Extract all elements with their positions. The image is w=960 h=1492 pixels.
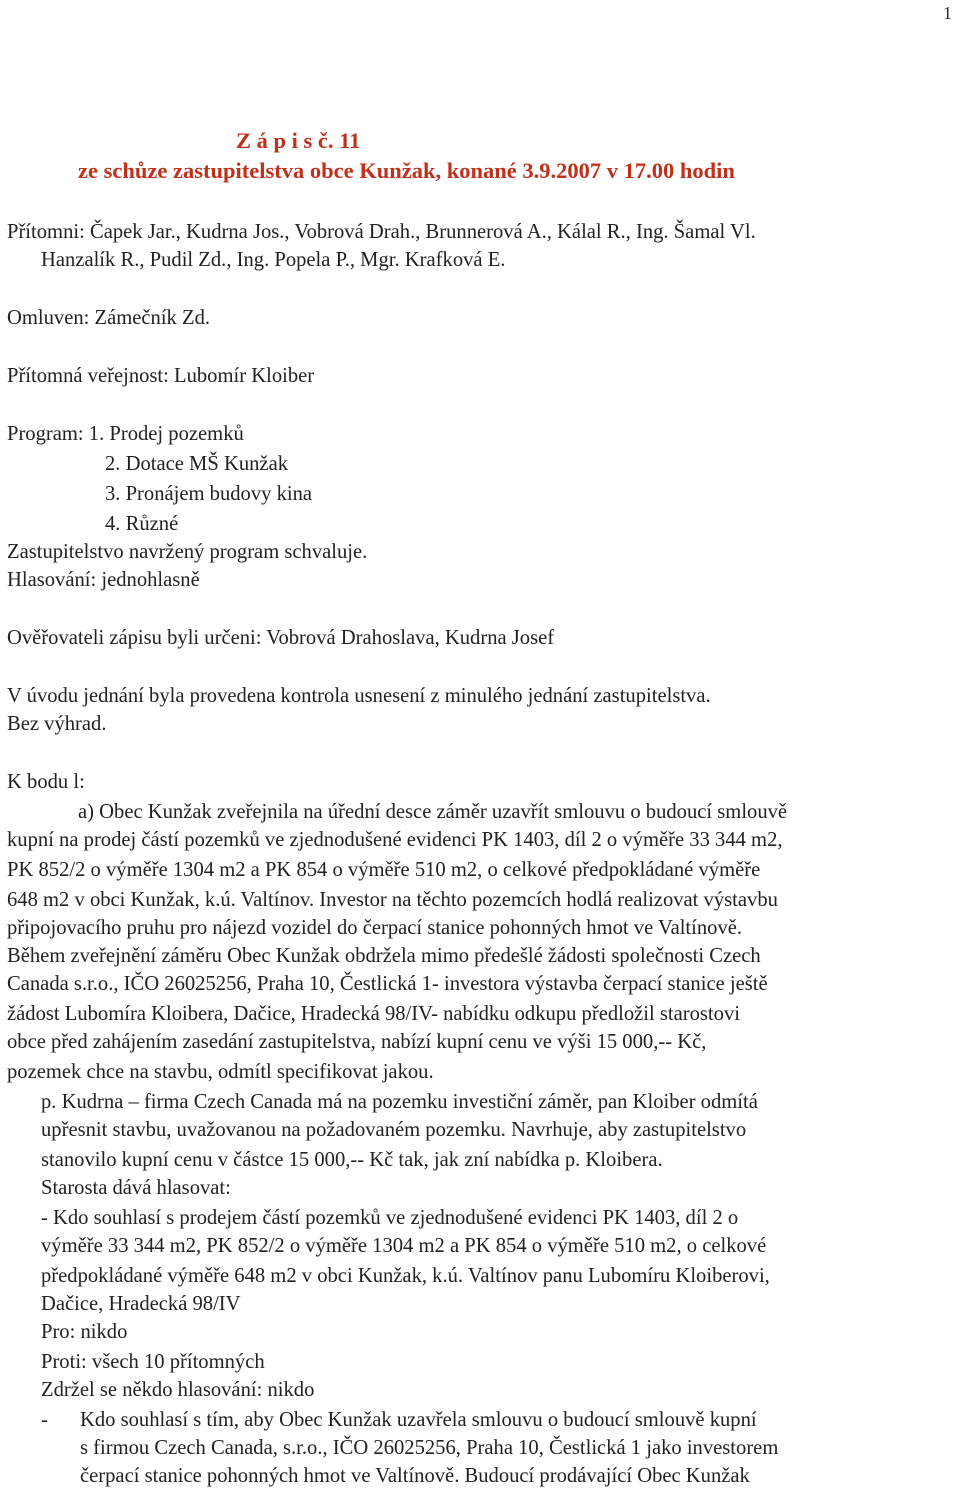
present-line: Přítomni: Čapek Jar., Kudrna Jos., Vobrová Drah., Brunnerová A., Kálal R., Ing. Šamal Vl.: [7, 221, 756, 243]
item1-paragraph-line: obce před zahájením zasedání zastupitelstva, nabízí kupní cenu ve výši 15 000,-- Kč,: [7, 1031, 707, 1053]
vote-result-abstain: Zdržel se někdo hlasování: nikdo: [41, 1379, 315, 1401]
discussion-line: Starosta dává hlasovat:: [41, 1177, 231, 1199]
second-vote-line: s firmou Czech Canada, s.r.o., IČO 26025256, Praha 10, Čestlická 1 jako investorem: [80, 1437, 779, 1459]
document-title: Z á p i s č. 11: [236, 128, 361, 153]
verifiers-line: Ověřovateli zápisu byli určeni: Vobrová Drahoslava, Kudrna Josef: [7, 627, 555, 649]
second-vote-line: Kdo souhlasí s tím, aby Obec Kunžak uzavřela smlouvu o budoucí smlouvě kupní: [80, 1409, 757, 1431]
discussion-line: p. Kudrna – firma Czech Canada má na pozemku investiční záměr, pan Kloiber odmítá: [41, 1091, 758, 1113]
intro-line: V úvodu jednání byla provedena kontrola usnesení z minulého jednání zastupitelstva.: [7, 685, 711, 707]
item1-paragraph-line: Canada s.r.o., IČO 26025256, Praha 10, Čestlická 1- investora výstavba čerpací stanice ještě: [7, 973, 768, 995]
item1-paragraph-line: žádost Lubomíra Kloibera, Dačice, Hradecká 98/IV- nabídku odkupu předložil starostovi: [7, 1003, 740, 1025]
discussion-line: stanovilo kupní cenu v částce 15 000,-- Kč tak, jak zní nabídka p. Kloibera.: [41, 1149, 663, 1171]
second-vote-line: čerpací stanice pohonných hmot ve Valtínově. Budoucí prodávající Obec Kunžak: [80, 1465, 750, 1487]
item1-paragraph-line: PK 852/2 o výměře 1304 m2 a PK 854 o výměře 510 m2, o celkové předpokládané výměře: [7, 859, 761, 881]
item1-heading: K bodu l:: [7, 771, 85, 793]
vote-question-line: výměře 33 344 m2, PK 852/2 o výměře 1304 m2 a PK 854 o výměře 510 m2, o celkové: [41, 1235, 767, 1257]
item1-paragraph-line: pozemek chce na stavbu, odmítl specifikovat jakou.: [7, 1061, 434, 1083]
program-label: Program: 1. Prodej pozemků: [7, 423, 244, 445]
excused-line: Omluven: Zámečník Zd.: [7, 307, 211, 329]
item1-paragraph-line: Během zveřejnění záměru Obec Kunžak obdržela mimo předešlé žádosti společnosti Czech: [7, 945, 761, 967]
vote-result-for: Pro: nikdo: [41, 1321, 128, 1343]
item1-paragraph-line: 648 m2 v obci Kunžak, k.ú. Valtínov. Investor na těchto pozemcích hodlá realizovat výstavbu: [7, 889, 778, 911]
program-vote: Hlasování: jednohlasně: [7, 569, 200, 591]
vote-question-line: předpokládané výměře 648 m2 v obci Kunžak, k.ú. Valtínov panu Lubomíru Kloiberovi,: [41, 1265, 770, 1287]
program-item: 4. Různé: [105, 513, 179, 535]
item1-paragraph-line: připojovacího pruhu pro nájezd vozidel do čerpací stanice pohonných hmot ve Valtínově.: [7, 917, 743, 939]
program-item: 2. Dotace MŠ Kunžak: [105, 453, 289, 475]
intro-line: Bez výhrad.: [7, 713, 107, 735]
document-subtitle: ze schůze zastupitelstva obce Kunžak, konané 3.9.2007 v 17.00 hodin: [78, 158, 735, 183]
item1-paragraph-line: a) Obec Kunžak zveřejnila na úřední desce záměr uzavřít smlouvu o budoucí smlouvě: [78, 801, 788, 823]
program-item: 3. Pronájem budovy kina: [105, 483, 313, 505]
vote-question-line: Dačice, Hradecká 98/IV: [41, 1293, 241, 1315]
vote-question-line: - Kdo souhlasí s prodejem částí pozemků ve zjednodušené evidenci PK 1403, díl 2 o: [41, 1207, 739, 1229]
page-number: 1: [943, 3, 952, 23]
second-vote-dash: -: [41, 1409, 48, 1431]
vote-result-against: Proti: všech 10 přítomných: [41, 1351, 265, 1373]
program-approved: Zastupitelstvo navržený program schvaluje.: [7, 541, 368, 563]
public-line: Přítomná veřejnost: Lubomír Kloiber: [7, 365, 315, 387]
present-line: Hanzalík R., Pudil Zd., Ing. Popela P., Mgr. Krafková E.: [41, 249, 506, 271]
item1-paragraph-line: kupní na prodej částí pozemků ve zjednodušené evidenci PK 1403, díl 2 o výměře 33 344 m2,: [7, 829, 783, 851]
discussion-line: upřesnit stavbu, uvažovanou na požadovaném pozemku. Navrhuje, aby zastupitelstvo: [41, 1119, 747, 1141]
